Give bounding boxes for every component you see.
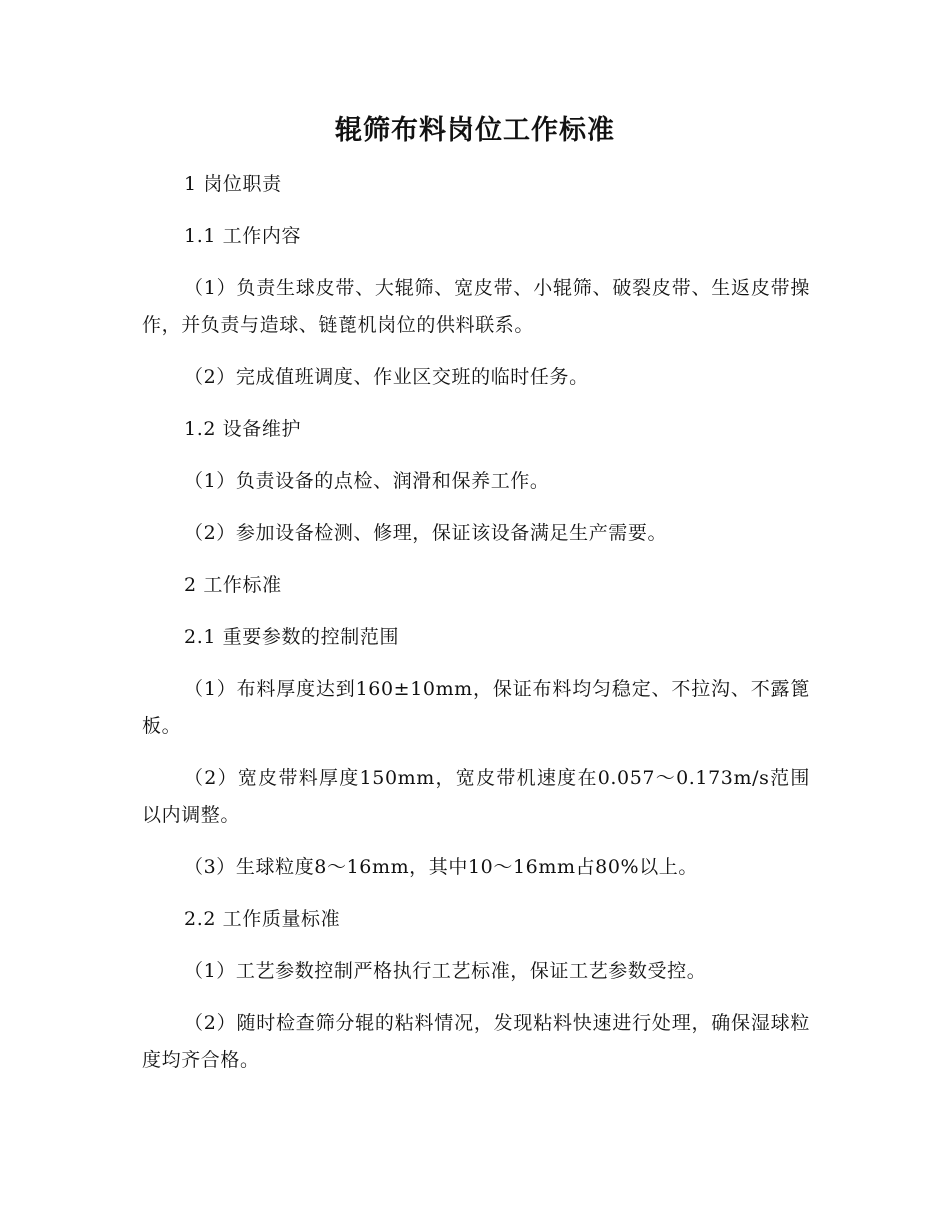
subsection-heading-1-1: 1.1 工作内容	[184, 225, 302, 247]
paragraph-1-2-1: （1）负责设备的点检、润滑和保养工作。	[184, 470, 550, 492]
subsection-heading-2-1: 2.1 重要参数的控制范围	[184, 626, 400, 648]
section-heading-2: 2 工作标准	[184, 574, 282, 596]
section-heading-1: 1 岗位职责	[184, 173, 282, 195]
paragraph-2-1-1: （1）布料厚度达到160±10mm，保证布料均匀稳定、不拉沟、不露篦板。	[142, 678, 810, 737]
subsection-heading-1-2: 1.2 设备维护	[184, 418, 302, 440]
paragraph-2-2-2: （2）随时检查筛分辊的粘料情况，发现粘料快速进行处理，确保湿球粒度均齐合格。	[142, 1012, 810, 1071]
document-title: 辊筛布料岗位工作标准	[335, 115, 615, 146]
subsection-heading-2-2: 2.2 工作质量标准	[184, 908, 341, 930]
document-body	[142, 166, 810, 1094]
paragraph-1-1-2: （2）完成值班调度、作业区交班的临时任务。	[184, 366, 589, 388]
paragraph-1-2-2: （2）参加设备检测、修理，保证该设备满足生产需要。	[184, 522, 668, 544]
paragraph-1-1-1: （1）负责生球皮带、大辊筛、宽皮带、小辊筛、破裂皮带、生返皮带操作，并负责与造球、链蓖机岗位的供料联系。	[142, 277, 810, 336]
paragraph-2-1-2: （2）宽皮带料厚度150mm，宽皮带机速度在0.057～0.173m/s范围以内调整。	[142, 767, 810, 826]
paragraph-2-1-3: （3）生球粒度8～16mm，其中10～16mm占80%以上。	[184, 856, 699, 878]
paragraph-2-2-1: （1）工艺参数控制严格执行工艺标准，保证工艺参数受控。	[184, 960, 707, 982]
